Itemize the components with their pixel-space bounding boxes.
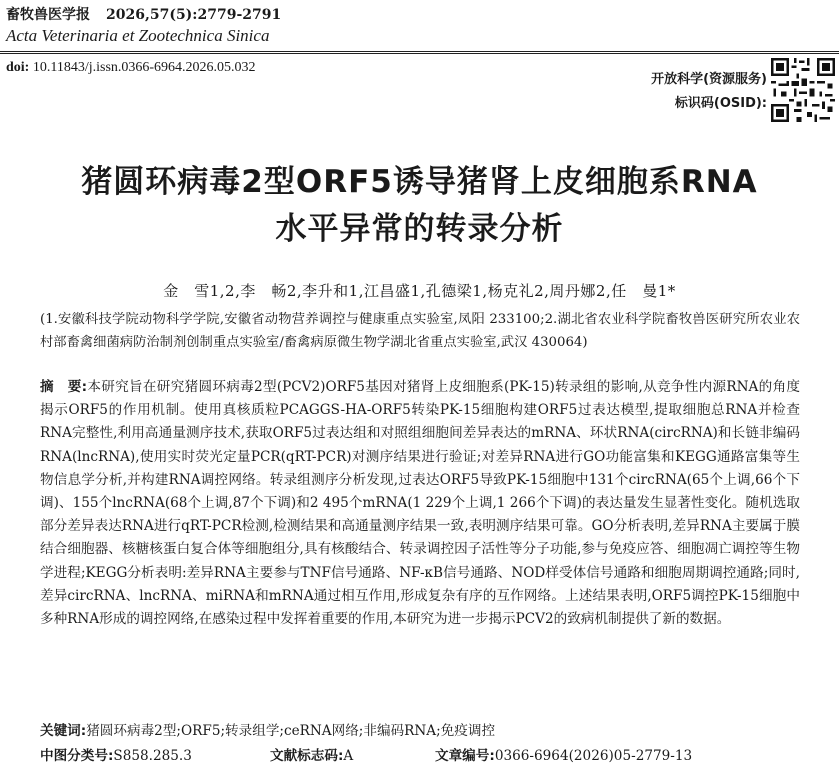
author-list: 金 雪1,2,李 畅2,李升和1,江昌盛1,孔德梁1,杨克礼2,周丹娜2,任 曼1* bbox=[163, 282, 676, 300]
classification-row bbox=[40, 744, 820, 764]
doi-line bbox=[6, 60, 256, 76]
doc-code-label: 文献标志码: bbox=[270, 748, 344, 764]
header-rule bbox=[0, 51, 839, 52]
clc-value: S858.285.3 bbox=[113, 748, 192, 764]
osid-block bbox=[651, 68, 767, 116]
journal-name-en: Acta Veterinaria et Zootechnica Sinica bbox=[6, 26, 270, 45]
keywords bbox=[40, 719, 495, 739]
doc-code-field bbox=[270, 744, 353, 764]
article-number-field bbox=[435, 744, 692, 764]
keywords-text: 猪圆环病毒2型;ORF5;转录组学;ceRNA网络;非编码RNA;免疫调控 bbox=[86, 723, 496, 739]
article-number-label: 文章编号: bbox=[435, 748, 495, 764]
article-title-line2: 水平异常的转录分析 bbox=[275, 211, 564, 247]
clc-label: 中图分类号: bbox=[40, 748, 114, 764]
article-number-value: 0366-6964(2026)05-2779-13 bbox=[494, 748, 693, 764]
clc-field bbox=[40, 748, 192, 764]
abstract-text: 本研究旨在研究猪圆环病毒2型(PCV2)ORF5基因对猪肾上皮细胞系(PK-15)转录组的影响,从竞争性内源RNA的角度揭示ORF5的作用机制。使用真核质粒PCAGGS-HA-ORF5转染PK-15细胞构建ORF5过表达模型,提取细胞总RNA并检查RNA完整性,利用高通量测序技术,获取ORF5过表达组和对照组细胞间差异表达的mRNA、环状RNA(circRNA)和长链非编码RNA(lncRNA),使用实时荧光定量PCR(qRT-PCR)对测序结果进行验证;对差异RNA进行GO功能富集和KEGG通路富集等生物信息学分析,并构建RNA调控网络。转录组测序分析发现,过表达ORF5导致PK-15细胞中131个circRNA(65个上调,66个下调)、155个lncRNA(68个上调,87个下调)和2 495个mRNA(1 229个上调,1 266个下调)的表达量发生显著性变化。随机选取部分差异表达RNA进行qRT-PCR检测,检测结果和高通量测序结果一致,表明测序结果可靠。GO分析表明,差异RNA主要属于膜结合细胞器、核糖核蛋白复合体等细胞组分,具有核酸结合、转录调控因子活性等分子功能,参与免疫应答、细胞凋亡调控等生物学进程;KEGG分析表明:差异RNA主要参与TNF信号通路、NF-κB信号通路、NOD样受体信号通路和细胞周期调控通路;同时,差异circRNA、lncRNA、miRNA和mRNA通过相互作用,形成复杂有序的互作网络。上述结果表明,ORF5调控PK-15细胞中多种RNA形成的调控网络,在感染过程中发挥着重要的作用,本研究为进一步揭示PCV2的致病机制提供了新的数据。 bbox=[40, 379, 800, 628]
osid-line1: 开放科学(资源服务) bbox=[651, 72, 767, 87]
journal-header bbox=[6, 4, 281, 24]
affiliations: (1.安徽科技学院动物科学学院,安徽省动物营养调控与健康重点实验室,凤阳 233100;2.湖北省农业科学院畜牧兽医研究所农业农村部畜禽细菌病防治制剂创制重点实验室/畜禽病原微生物学湖北省重点实验室,武汉 430064) bbox=[40, 312, 800, 350]
header-rule-thin bbox=[0, 53, 839, 54]
doc-code-value: A bbox=[343, 748, 354, 764]
keywords-label: 关键词: bbox=[40, 723, 87, 739]
journal-name-cn: 畜牧兽医学报 bbox=[6, 7, 90, 23]
abstract bbox=[40, 376, 800, 631]
qr-code-icon[interactable] bbox=[771, 58, 835, 122]
citation: 2026,57(5):2779-2791 bbox=[106, 7, 282, 23]
doi-value[interactable]: 10.11843/j.issn.0366-6964.2026.05.032 bbox=[32, 60, 256, 75]
abstract-label: 摘 要: bbox=[40, 379, 88, 395]
doi-label: doi: bbox=[6, 60, 30, 75]
osid-line2: 标识码(OSID): bbox=[674, 96, 767, 111]
article-title-line1: 猪圆环病毒2型ORF5诱导猪肾上皮细胞系RNA bbox=[81, 164, 758, 200]
